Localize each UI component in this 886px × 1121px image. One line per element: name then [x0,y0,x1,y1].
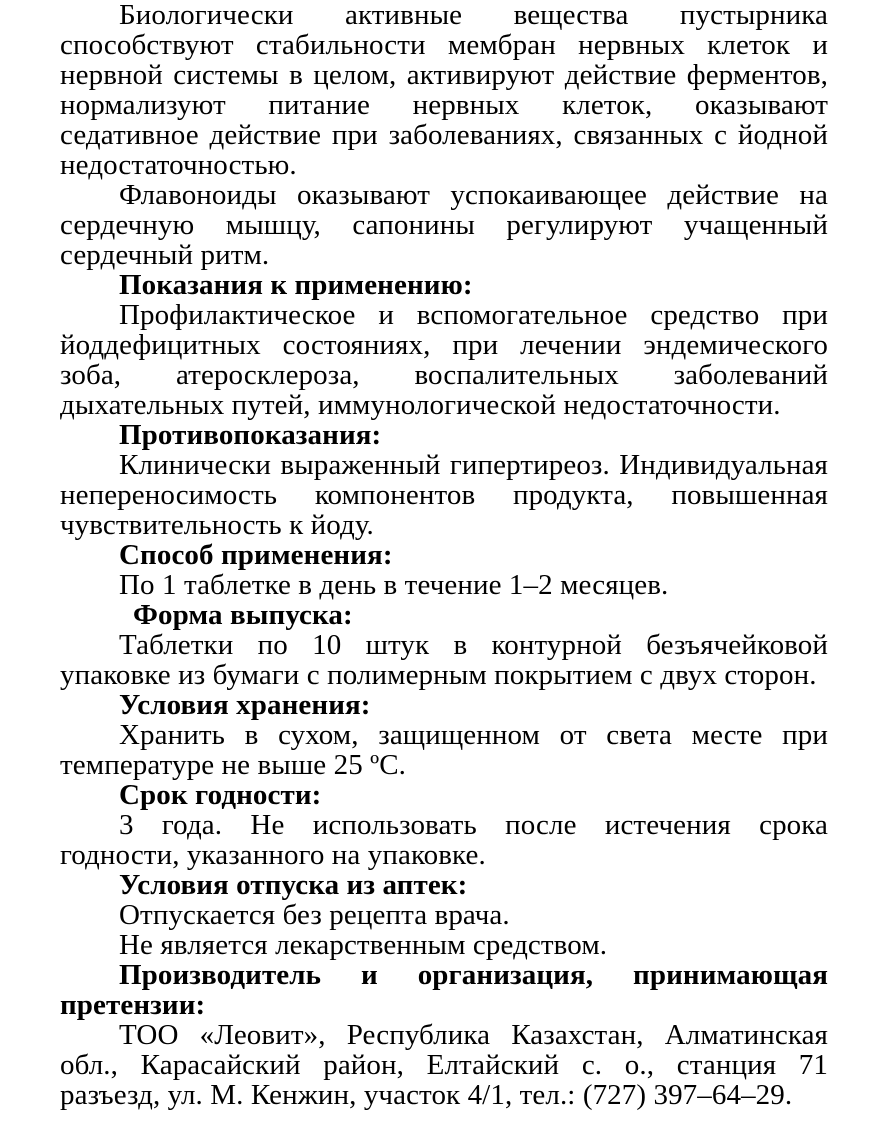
form-text: Таблетки по 10 штук в контурной безъячейковой упаковке из бумаги с полимерным покрытием с двух сторон. [60,629,828,691]
shelf-life-heading: Срок годности: [119,779,322,811]
shelf-life-text: 3 года. Не использовать после истечения срока годности, указанного на упаковке. [60,809,828,871]
contraindications-text: Клинически выраженный гипертиреоз. Индивидуальная непереносимость компонентов продукта, повышенная чувствительность к йоду. [60,449,828,541]
form-heading: Форма выпуска: [133,599,353,631]
usage-text: По 1 таблетке в день в течение 1–2 месяцев. [119,569,669,601]
usage-heading: Способ применения: [119,539,393,571]
indications-heading: Показания к применению: [119,269,473,301]
paragraph-motherwort-effects: Биологически активные вещества пустырника способствуют стабильности мембран нервных клеток и нервной системы в целом, активируют действие ферментов, нормализуют питание нервных клеток, оказывают седативное действие при заболеваниях, связанных с йодной недостаточностью. [60,0,828,181]
indications-text: Профилактическое и вспомогательное средство при йоддефицитных состояниях, при лечении эндемического зоба, атеросклероза, воспалительных заболеваний дыхательных путей, иммунологической недостаточности. [60,299,828,421]
dispensing-text-prescription: Отпускается без рецепта врача. [119,899,510,931]
manufacturer-heading: Производитель и организация, принимающая претензии: [60,959,828,1021]
storage-heading: Условия хранения: [119,689,371,721]
manufacturer-text: ТОО «Леовит», Республика Казахстан, Алматинская обл., Карасайский район, Елтайский с. о., станция 71 разъезд, ул. М. Кенжин, участок 4/1, тел.: (727) 397–64–29. [60,1019,828,1111]
document-page [60,0,828,1110]
dispensing-text-not-drug: Не является лекарственным средством. [119,929,608,961]
contraindications-heading: Противопоказания: [119,419,382,451]
paragraph-flavonoids: Флавоноиды оказывают успокаивающее действие на сердечную мышцу, сапонины регулируют учащенный сердечный ритм. [60,179,828,271]
storage-text: Хранить в сухом, защищенном от света месте при температуре не выше 25 ºС. [60,719,828,781]
dispensing-heading: Условия отпуска из аптек: [119,869,468,901]
